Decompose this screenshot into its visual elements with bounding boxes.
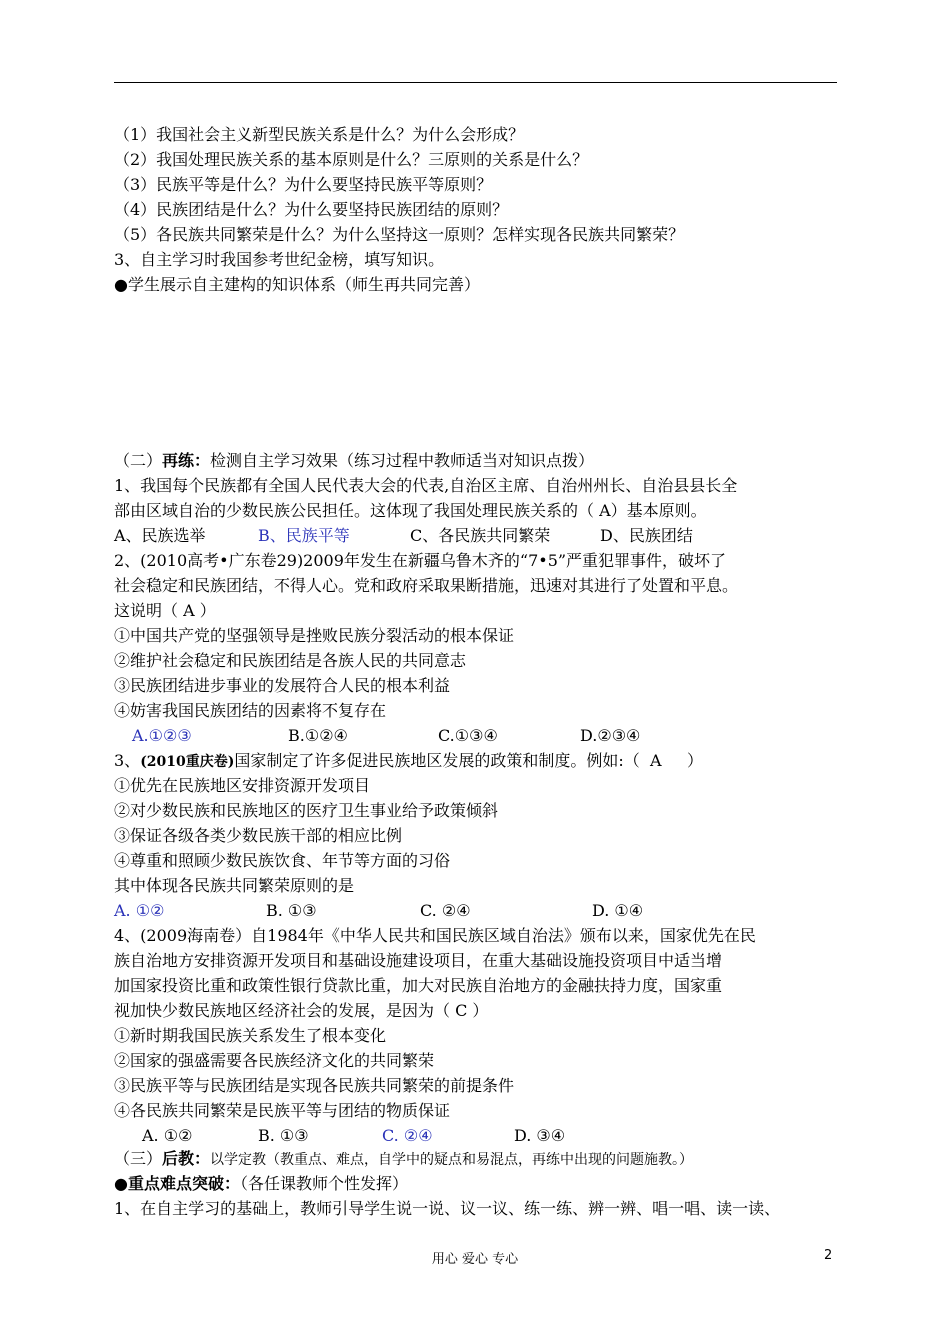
- q2-line-2: 社会稳定和民族团结，不得人心。党和政府采取果断措施，迅速对其进行了处置和平息。: [114, 576, 739, 595]
- q2-item-3: ③民族团结进步事业的发展符合人民的根本利益: [114, 676, 451, 695]
- bullet-knowledge-system: ●学生展示自主建构的知识体系（师生再共同完善）: [114, 275, 480, 294]
- q4-line-3: 加国家投资比重和政策性银行贷款比重，加大对民族自治地方的金融扶持力度，国家重: [114, 976, 723, 995]
- footer-motto: 用心 爱心 专心: [431, 1252, 519, 1267]
- q4-option-c: C. ②④: [382, 1126, 433, 1145]
- q2-item-4: ④妨害我国民族团结的因素将不复存在: [114, 701, 387, 720]
- question-1: （1）我国社会主义新型民族关系是什么？为什么会形成？: [114, 125, 525, 144]
- q2-line-1: 2、(2010高考•广东卷29)2009年发生在新疆乌鲁木齐的“7•5”严重犯罪事件，破坏了: [114, 551, 727, 570]
- q4-line-1: 4、(2009海南卷）自1984年《中华人民共和国民族区域自治法》颁布以来，国家优先在民: [114, 926, 756, 945]
- q4-option-a: A. ①②: [142, 1126, 193, 1145]
- q3-item-2: ②对少数民族和民族地区的医疗卫生事业给予政策倾斜: [114, 801, 499, 820]
- q4-item-2: ②国家的强盛需要各民族经济文化的共同繁荣: [114, 1051, 435, 1070]
- section-2-heading: [114, 450, 594, 472]
- bullet-key-points-prefix: ●重点: [114, 1174, 160, 1193]
- section-3-rest: 以学定教（教重点、难点，自学中的疑点和易混点，再练中出现的问题施教。）: [210, 1152, 694, 1168]
- section-3-title: 后教：: [162, 1149, 211, 1168]
- header-rule: [114, 82, 837, 83]
- q1-option-b: B、民族平等: [258, 526, 350, 545]
- section-3-prefix: （三）: [114, 1149, 163, 1168]
- question-2: （2）我国处理民族关系的基本原则是什么？三原则的关系是什么？: [114, 150, 589, 169]
- q3-option-d: D. ①④: [592, 901, 644, 920]
- q4-item-1: ①新时期我国民族关系发生了根本变化: [114, 1026, 387, 1045]
- q2-option-b: B.①②④: [288, 726, 348, 745]
- q1-line-1: 1、我国每个民族都有全国人民代表大会的代表,自治区主席、自治州州长、自治县县长全: [114, 476, 738, 495]
- q2-item-1: ①中国共产党的坚强领导是挫败民族分裂活动的根本保证: [114, 626, 515, 645]
- item-3: 3、自主学习时我国参考世纪金榜，填写知识。: [114, 250, 445, 269]
- q3-item-3: ③保证各级各类少数民族干部的相应比例: [114, 826, 403, 845]
- q1-option-c: C、各民族共同繁荣: [410, 526, 551, 545]
- section-2-title: 再练：: [162, 451, 211, 470]
- bullet-key-points: [114, 1173, 408, 1195]
- q2-option-c: C.①③④: [438, 726, 498, 745]
- q2-option-a: A.①②③: [132, 726, 192, 745]
- question-4: （4）民族团结是什么？为什么要坚持民族团结的原则？: [114, 200, 509, 219]
- q3-source: (2010重庆卷): [140, 754, 235, 770]
- q4-item-4: ④各民族共同繁荣是民族平等与团结的物质保证: [114, 1101, 451, 1120]
- q3-number: 3、: [114, 751, 141, 770]
- section-3-heading: [114, 1148, 693, 1171]
- q4-option-b: B. ①③: [258, 1126, 309, 1145]
- last-line: 1、在自主学习的基础上，教师引导学生说一说、议一议、练一练、辨一辨、唱一唱、读一读、: [114, 1199, 781, 1218]
- q1-option-d: D、民族团结: [600, 526, 693, 545]
- bullet-key-points-rest: （各任课教师个性发挥）: [239, 1174, 408, 1193]
- q3-option-a: A. ①②: [114, 901, 165, 920]
- q2-line-3: 这说明（ A ）: [114, 601, 216, 620]
- q4-line-2: 族自治地方安排资源开发项目和基础设施建设项目，在重大基础设施投资项目中适当增: [114, 951, 723, 970]
- q2-item-2: ②维护社会稳定和民族团结是各族人民的共同意志: [114, 651, 467, 670]
- q1-line-2: 部由区域自治的少数民族公民担任。这体现了我国处理民族关系的（ A）基本原则。: [114, 501, 707, 520]
- q3-item-1: ①优先在民族地区安排资源开发项目: [114, 776, 371, 795]
- q3-option-c: C. ②④: [420, 901, 471, 920]
- q3-item-4: ④尊重和照顾少数民族饮食、年节等方面的习俗: [114, 851, 451, 870]
- page-number: 2: [824, 1248, 833, 1263]
- section-2-prefix: （二）: [114, 451, 163, 470]
- q4-option-d: D. ③④: [514, 1126, 566, 1145]
- q3-stem: [114, 750, 703, 773]
- q3-tail: 其中体现各民族共同繁荣原则的是: [114, 876, 355, 895]
- q3-option-b: B. ①③: [266, 901, 317, 920]
- q3-stem-text: 国家制定了许多促进民族地区发展的政策和制度。例如:（ A ）: [234, 751, 703, 770]
- q4-item-3: ③民族平等与民族团结是实现各民族共同繁荣的前提条件: [114, 1076, 515, 1095]
- section-2-rest: 检测自主学习效果（练习过程中教师适当对知识点拨）: [210, 451, 595, 470]
- q2-option-d: D.②③④: [580, 726, 641, 745]
- q4-line-4: 视加快少数民族地区经济社会的发展，是因为（ C ）: [114, 1001, 489, 1020]
- bullet-key-points-title: 难点突破：: [159, 1174, 240, 1193]
- q1-option-a: A、民族选举: [114, 526, 206, 545]
- question-3: （3）民族平等是什么？为什么要坚持民族平等原则？: [114, 175, 493, 194]
- question-5: （5）各民族共同繁荣是什么？为什么坚持这一原则？怎样实现各民族共同繁荣？: [114, 225, 685, 244]
